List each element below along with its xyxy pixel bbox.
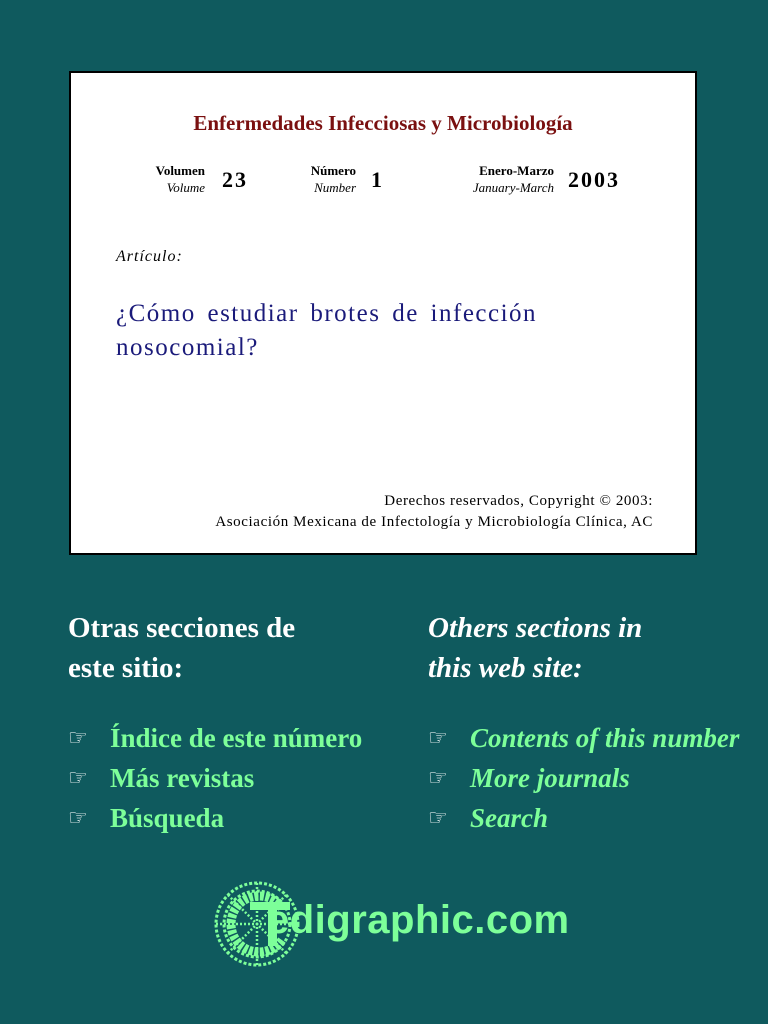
volume-value: 23 (222, 167, 248, 192)
link-busqueda[interactable] (68, 798, 362, 838)
medigraphic-logo-text[interactable]: edigraphic.com (267, 898, 570, 942)
sections-heading-en-line1: Others sections in (428, 612, 643, 644)
pointing-hand-icon: ☞ (68, 725, 88, 751)
journal-title: Enfermedades Infecciosas y Microbiología (193, 111, 573, 135)
links-en (428, 718, 739, 838)
links-es (68, 718, 362, 838)
link-search[interactable] (428, 798, 739, 838)
link-contents[interactable] (428, 718, 739, 758)
article-label: Artículo: (116, 248, 183, 265)
copyright-line-2: Asociación Mexicana de Infectología y Microbiología Clínica, AC (215, 514, 653, 530)
pointing-hand-icon: ☞ (68, 765, 88, 791)
pointing-hand-icon: ☞ (428, 765, 448, 791)
pointing-hand-icon: ☞ (428, 805, 448, 831)
number-label-es: Número (310, 163, 356, 178)
copyright-notice (215, 491, 653, 533)
volume-label-en: Volume (166, 180, 205, 195)
link-indice[interactable] (68, 718, 362, 758)
link-search-label[interactable]: Search (470, 802, 549, 833)
article-title: ¿Cómo estudiar brotes de infección nosocomial? (116, 300, 538, 361)
sections-heading-es (68, 608, 295, 688)
number-value: 1 (371, 167, 384, 192)
number-label (311, 162, 356, 196)
period-label (473, 162, 554, 196)
sections-heading-en (428, 608, 642, 688)
link-mas-revistas[interactable] (68, 758, 362, 798)
year-value: 2003 (568, 167, 620, 192)
link-mas-revistas-label[interactable]: Más revistas (110, 762, 255, 793)
link-busqueda-label[interactable]: Búsqueda (110, 802, 225, 833)
sections-heading-en-line2: this web site: (428, 652, 583, 684)
copyright-line-1: Derechos reservados, Copyright © 2003: (384, 493, 653, 509)
medigraphic-logo[interactable] (212, 878, 570, 970)
link-contents-label[interactable]: Contents of this number (470, 722, 740, 753)
link-more-journals[interactable] (428, 758, 739, 798)
period-label-en: January-March (472, 180, 554, 195)
pointing-hand-icon: ☞ (428, 725, 448, 751)
number-label-en: Number (314, 180, 356, 195)
period-label-es: Enero-Marzo (479, 163, 554, 178)
volume-label (156, 162, 205, 196)
link-more-journals-label[interactable]: More journals (470, 762, 630, 793)
pointing-hand-icon: ☞ (68, 805, 88, 831)
sections-heading-es-line1: Otras secciones de (68, 612, 296, 644)
article-card (69, 71, 697, 555)
link-indice-label[interactable]: Índice de este número (110, 722, 363, 753)
volume-label-es: Volumen (155, 163, 205, 178)
sections-heading-es-line2: este sitio: (68, 652, 184, 684)
